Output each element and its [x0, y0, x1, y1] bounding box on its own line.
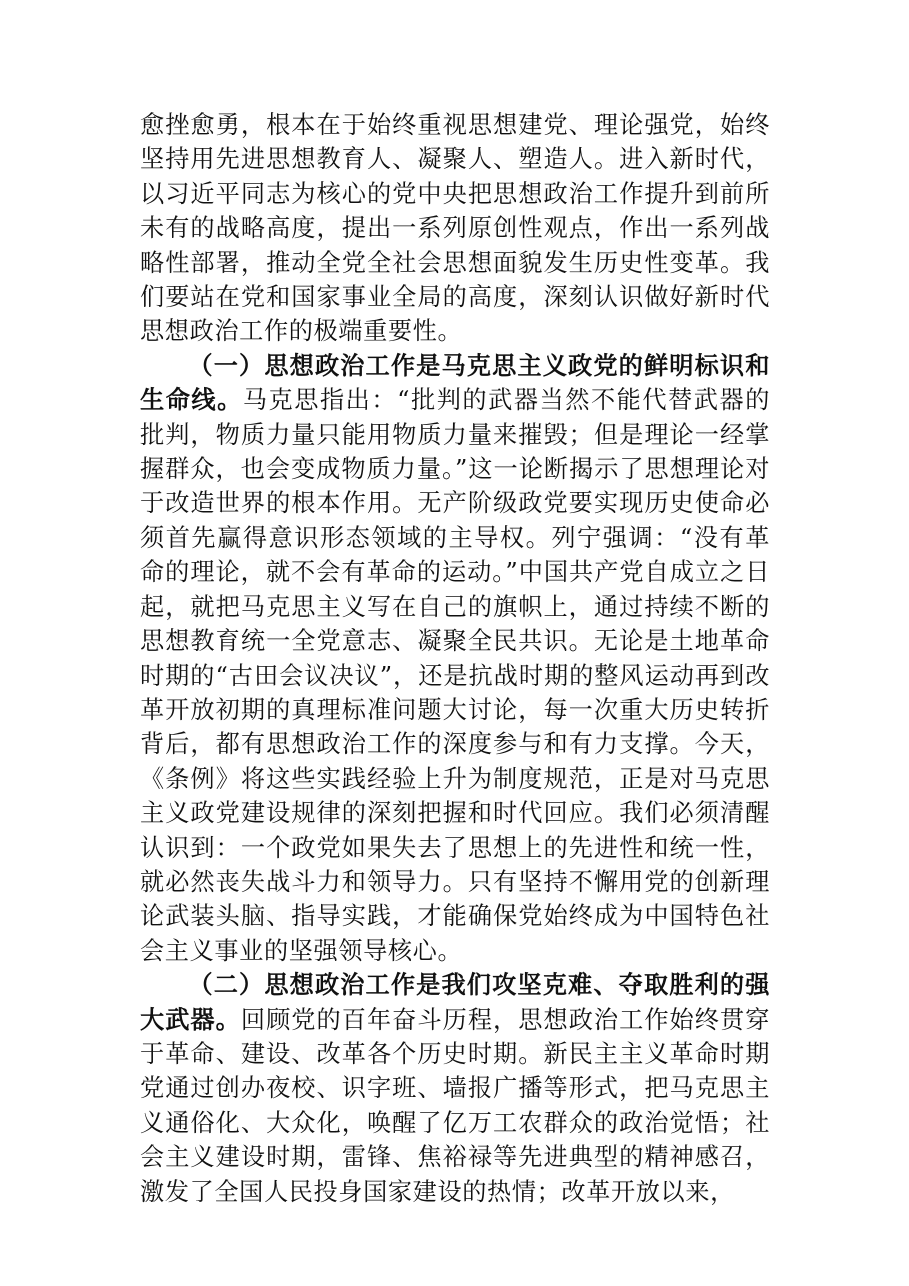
paragraph-text: 回顾党的百年奋斗历程，思想政治工作始终贯穿于革命、建设、改革各个历史时期。新民主主义革命时期党通过创办夜校、识字班、墙报广播等形式，把马克思主义通俗化、大众化，唤醒了亿万工农群众的政治觉悟；社会主义建设时期，雷锋、焦裕禄等先进典型的精神感召，激发了全国人民投身国家建设的热情；改革开放以来，	[140, 1005, 770, 1206]
paragraph-section-1	[140, 349, 770, 968]
paragraph-text: 马克思指出：“批判的武器当然不能代替武器的批判，物质力量只能用物质力量来摧毁；但是理论一经掌握群众，也会变成物质力量。”这一论断揭示了思想理论对于改造世界的根本作用。无产阶级政党要实现历史使命必须首先赢得意识形态领域的主导权。列宁强调：“没有革命的理论，就不会有革命的运动。”中国共产党自成立之日起，就把马克思主义写在自己的旗帜上，通过持续不断的思想教育统一全党意志、凝聚全民共识。无论是土地革命时期的“古田会议决议”，还是抗战时期的整风运动再到改革开放初期的真理标准问题大讨论，每一次重大历史转折背后，都有思想政治工作的深度参与和有力支撑。今天，《条例》将这些实践经验上升为制度规范，正是对马克思主义政党建设规律的深刻把握和时代回应。我们必须清醒认识到：一个政党如果失去了思想上的先进性和统一性，就必然丧失战斗力和领导力。只有坚持不懈用党的创新理论武装头脑、指导实践，才能确保党始终成为中国特色社会主义事业的坚强领导核心。	[140, 386, 770, 965]
paragraph-text: 愈挫愈勇，根本在于始终重视思想建党、理论强党，始终坚持用先进思想教育人、凝聚人、塑造人。进入新时代，以习近平同志为核心的党中央把思想政治工作提升到前所未有的战略高度，提出一系列原创性观点，作出一系列战略性部署，推动全党全社会思想面貌发生历史性变革。我们要站在党和国家事业全局的高度，深刻认识做好新时代思想政治工作的极端重要性。	[140, 111, 770, 346]
section-heading: （二）思想政治工作是我们攻坚克难、夺取胜利的强大武器。	[140, 970, 770, 1034]
document-page	[140, 108, 770, 1209]
paragraph-section-2	[140, 968, 770, 1209]
section-heading: （一）思想政治工作是马克思主义政党的鲜明标识和生命线。	[140, 350, 770, 415]
paragraph-intro	[140, 108, 770, 349]
